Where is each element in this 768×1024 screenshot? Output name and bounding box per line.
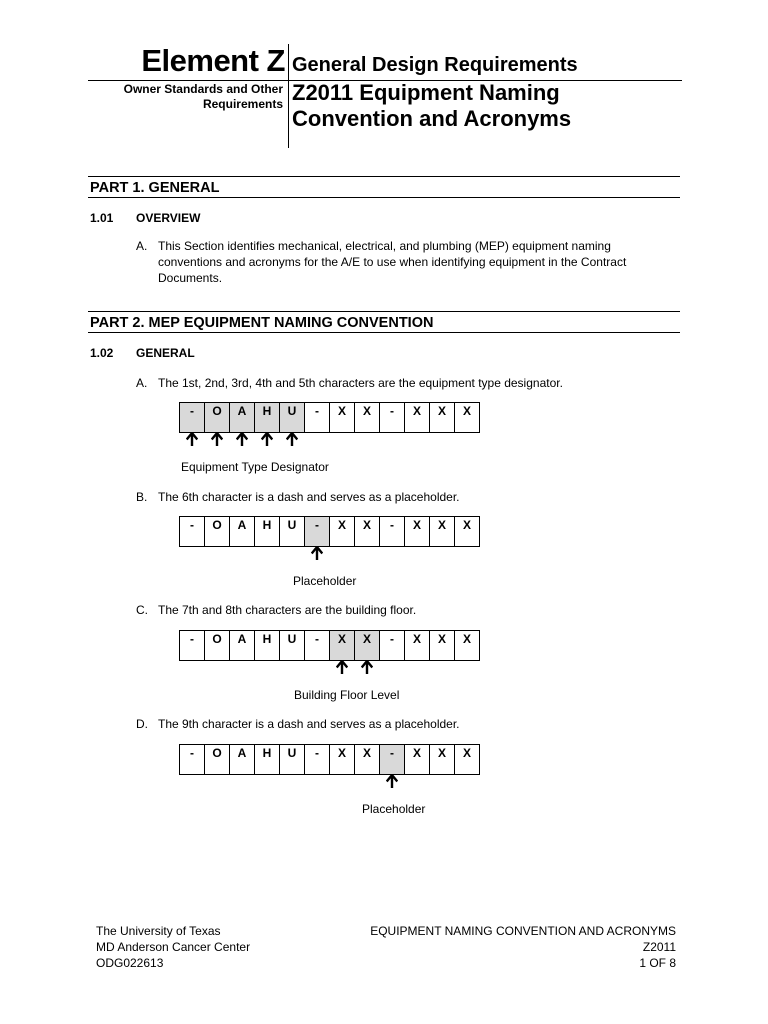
code-cell: -	[305, 631, 330, 660]
item-c-letter: C.	[136, 603, 148, 617]
owner-standards-line-1: Owner Standards and Other	[123, 82, 283, 96]
header-divider-vertical	[288, 44, 289, 148]
article-number-1-01: 1.01	[90, 211, 114, 225]
code-cell: X	[330, 631, 355, 660]
code-cell: X	[455, 631, 480, 660]
up-arrow-icon	[336, 660, 348, 674]
code-cell: A	[230, 517, 255, 546]
code-cell: X	[430, 517, 455, 546]
code-cell: X	[430, 745, 455, 774]
footer-institution: The University of Texas	[96, 924, 221, 938]
code-cell: X	[405, 631, 430, 660]
code-cell: -	[380, 517, 405, 546]
footer-doc-code: ODG022613	[96, 956, 164, 970]
code-cell: U	[280, 745, 305, 774]
document-title	[292, 80, 672, 132]
code-cell: -	[180, 403, 205, 432]
part2-heading: PART 2. MEP EQUIPMENT NAMING CONVENTION	[90, 315, 434, 331]
code-cell: X	[455, 403, 480, 432]
owner-standards	[95, 82, 283, 112]
code-cell: -	[380, 403, 405, 432]
item-b-letter: B.	[136, 490, 148, 504]
code-cell: U	[280, 403, 305, 432]
part2-rule-bottom	[88, 332, 680, 333]
article-title-general: GENERAL	[136, 346, 195, 360]
code-cell: U	[280, 517, 305, 546]
code-cell: O	[205, 403, 230, 432]
code-cell: -	[380, 745, 405, 774]
code-cell: -	[305, 517, 330, 546]
code-cell: O	[205, 631, 230, 660]
code-cell: X	[405, 403, 430, 432]
code-cell: H	[255, 403, 280, 432]
code-box-c	[179, 630, 480, 661]
item-a-text: The 1st, 2nd, 3rd, 4th and 5th characters are the equipment type designator.	[158, 376, 563, 390]
document-title-line-2: Convention and Acronyms	[292, 106, 572, 131]
code-cell: X	[355, 631, 380, 660]
code-cell: -	[180, 517, 205, 546]
item-d-letter: D.	[136, 717, 148, 731]
caption-b: Placeholder	[293, 574, 357, 588]
article-title-overview: OVERVIEW	[136, 211, 201, 225]
footer-section-number: Z2011	[642, 940, 676, 954]
footer-left	[96, 923, 250, 971]
owner-standards-line-2: Requirements	[202, 97, 283, 111]
code-cell: X	[405, 517, 430, 546]
element-title: Element Z	[141, 43, 285, 78]
code-cell: A	[230, 745, 255, 774]
item-b-text: The 6th character is a dash and serves as a placeholder.	[158, 490, 460, 504]
footer-page-number: 1 OF 8	[639, 956, 676, 970]
article-number-1-02: 1.02	[90, 346, 114, 360]
code-cell: H	[255, 517, 280, 546]
code-cell: H	[255, 745, 280, 774]
code-cell: X	[330, 403, 355, 432]
up-arrow-icon	[361, 660, 373, 674]
document-title-line-1: Z2011 Equipment Naming	[292, 80, 560, 105]
code-cell: X	[355, 745, 380, 774]
part2-rule-top	[88, 311, 680, 312]
up-arrow-icon	[211, 432, 223, 446]
up-arrow-icon	[311, 546, 323, 560]
overview-paragraph: This Section identifies mechanical, electrical, and plumbing (MEP) equipment naming conventions and acronyms for the A/E to use when identifying equipment in the Contract Documents.	[158, 239, 627, 285]
code-cell: -	[180, 631, 205, 660]
footer-right	[300, 923, 676, 971]
code-cell: X	[330, 745, 355, 774]
footer-doc-title: EQUIPMENT NAMING CONVENTION AND ACRONYMS	[370, 924, 676, 938]
up-arrow-icon	[386, 774, 398, 788]
caption-a: Equipment Type Designator	[181, 460, 329, 474]
caption-c: Building Floor Level	[294, 688, 400, 702]
code-cell: X	[355, 403, 380, 432]
code-cell: A	[230, 403, 255, 432]
code-cell: -	[305, 403, 330, 432]
code-cell: O	[205, 745, 230, 774]
code-cell: -	[180, 745, 205, 774]
code-cell: X	[455, 517, 480, 546]
item-d-text: The 9th character is a dash and serves as a placeholder.	[158, 717, 460, 731]
code-box-a	[179, 402, 480, 433]
code-cell: X	[430, 403, 455, 432]
part1-rule-bottom	[88, 197, 680, 198]
code-cell: X	[455, 745, 480, 774]
footer-center: MD Anderson Cancer Center	[96, 940, 251, 954]
code-cell: X	[355, 517, 380, 546]
code-cell: -	[305, 745, 330, 774]
code-cell: U	[280, 631, 305, 660]
item-a-letter: A.	[136, 376, 148, 390]
code-cell: X	[330, 517, 355, 546]
section-title: General Design Requirements	[292, 54, 578, 76]
code-cell: A	[230, 631, 255, 660]
item-c-text: The 7th and 8th characters are the building floor.	[158, 603, 417, 617]
code-cell: -	[380, 631, 405, 660]
up-arrow-icon	[236, 432, 248, 446]
up-arrow-icon	[261, 432, 273, 446]
code-cell: O	[205, 517, 230, 546]
caption-d: Placeholder	[362, 802, 426, 816]
up-arrow-icon	[186, 432, 198, 446]
code-box-d	[179, 744, 480, 775]
code-box-b	[179, 516, 480, 547]
part1-heading: PART 1. GENERAL	[90, 180, 220, 196]
up-arrow-icon	[286, 432, 298, 446]
code-cell: X	[405, 745, 430, 774]
part1-rule-top	[88, 176, 680, 177]
code-cell: X	[430, 631, 455, 660]
code-cell: H	[255, 631, 280, 660]
paragraph-letter: A.	[136, 239, 148, 253]
